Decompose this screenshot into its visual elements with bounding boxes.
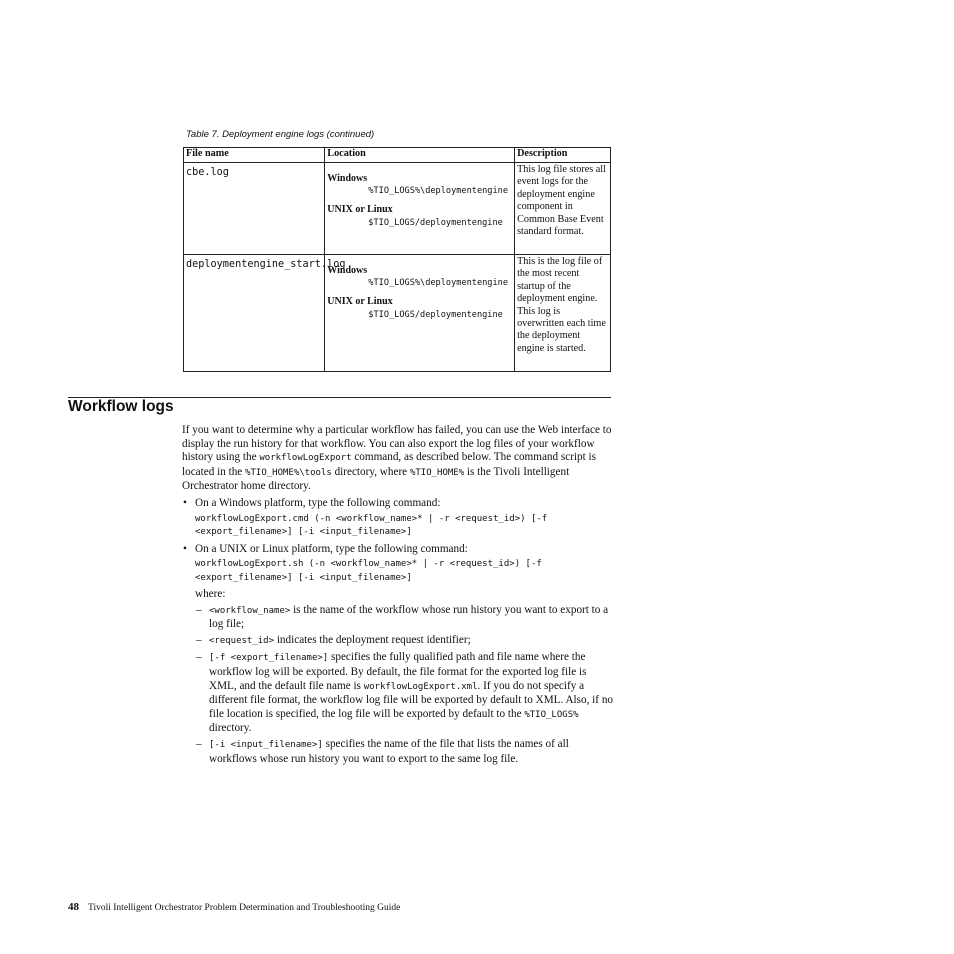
definition-text: specifies the fully qualified path and file name where the workflow log will be exported. By default, the file format for the exported log file is XML, and the default file name is: [209, 651, 587, 692]
definition-text: is the name of the workflow whose run history you want to export to a log file;: [209, 603, 609, 631]
bullet-item-unix: [182, 543, 614, 557]
intro-text: If you want to determine why a particular workflow has failed, you can use the Web interface to display the run history for that workflow. You can also export the log files of your workflow history using the: [182, 424, 612, 464]
table-caption: Table 7. Deployment engine logs (continued): [186, 129, 375, 140]
table-row: [184, 255, 611, 372]
description-cell: This log file stores all event logs for the deployment engine component in Common Base Event standard format.: [515, 163, 611, 255]
page-number: 48: [68, 901, 79, 913]
location-cell: [325, 163, 515, 255]
inline-code: %TIO_LOGS%: [524, 709, 579, 720]
dash-icon: –: [196, 603, 202, 616]
column-header-description: Description: [515, 148, 611, 163]
definition-code: [-i <input_filename>]: [209, 740, 323, 751]
column-header-location: Location: [325, 148, 515, 163]
file-name-cell: cbe.log: [184, 163, 325, 255]
bullet-icon: •: [183, 542, 187, 555]
command-line-windows: workflowLogExport.cmd (-n <workflow_name>* | -r <request_id>) [-f <export_filename>] [-i <input_filename>]: [195, 513, 548, 538]
windows-path: %TIO_LOGS%\deploymentengine: [368, 278, 508, 289]
windows-path: %TIO_LOGS%\deploymentengine: [368, 186, 508, 197]
definition-text: directory.: [209, 722, 252, 735]
definition-code: <request_id>: [209, 636, 275, 647]
os-label-windows: Windows: [327, 265, 368, 276]
os-label-unix: UNIX or Linux: [327, 296, 393, 308]
dash-icon: –: [196, 651, 202, 664]
inline-code: %TIO_HOME%: [409, 467, 465, 478]
section-body: [182, 424, 614, 767]
book-title: Tivoli Intelligent Orchestrator Problem Determination and Troubleshooting Guide: [88, 903, 401, 913]
intro-text: command, as described below. The command script is located in the: [182, 451, 597, 478]
os-label-unix: UNIX or Linux: [327, 204, 393, 216]
where-label: where:: [195, 587, 226, 600]
inline-code: workflowLogExport.xml: [363, 681, 478, 692]
bullet-text: On a UNIX or Linux platform, type the following command:: [195, 542, 468, 555]
bullet-icon: •: [183, 496, 187, 509]
column-header-file-name: File name: [184, 148, 325, 163]
dash-icon: –: [196, 634, 202, 647]
description-cell: This is the log file of the most recent startup of the deployment engine. This log is overwritten each time the deployment engine is started.: [515, 255, 611, 372]
definition-item: [182, 738, 614, 766]
intro-text: is the Tivoli Intelligent Orchestrator home directory.: [182, 465, 570, 493]
table-header-row: [184, 148, 611, 163]
file-name-cell: deploymentengine_start.log: [184, 255, 325, 372]
os-label-windows: Windows: [327, 173, 368, 184]
intro-text: directory, where: [331, 465, 410, 478]
bullet-item-windows: [182, 497, 614, 511]
definition-item: [182, 604, 614, 632]
location-cell: [325, 255, 515, 372]
table-row: [184, 163, 611, 255]
command-line-unix: workflowLogExport.sh (-n <workflow_name>* | -r <request_id>) [-f <export_filename>] [-i <input_filename>]: [195, 559, 542, 583]
inline-code: %TIO_HOME%\tools: [245, 467, 332, 478]
definition-item: [182, 651, 614, 736]
unix-path: $TIO_LOGS/deploymentengine: [368, 309, 503, 320]
bullet-text: On a Windows platform, type the following command:: [195, 496, 441, 509]
definition-item: [182, 634, 614, 649]
page-footer: [68, 901, 400, 913]
definition-text: indicates the deployment request identifier;: [274, 634, 471, 647]
deployment-engine-logs-table: [183, 147, 611, 372]
intro-paragraph: [182, 424, 614, 494]
unix-path: $TIO_LOGS/deploymentengine: [368, 217, 503, 228]
definition-text: . If you do not specify a different file format, the workflow log file will be exported by default to XML. Also, if no file location is specified, the log file will be exported by default to the: [209, 679, 614, 720]
definition-code: [-f <export_filename>]: [209, 653, 329, 664]
dash-icon: –: [196, 738, 202, 751]
definition-text: specifies the name of the file that lists the names of all workflows whose run history you want to export to the same log file.: [209, 738, 569, 766]
definition-code: <workflow_name>: [209, 605, 291, 616]
section-heading: Workflow logs: [68, 398, 174, 415]
inline-code: workflowLogExport: [259, 453, 352, 464]
